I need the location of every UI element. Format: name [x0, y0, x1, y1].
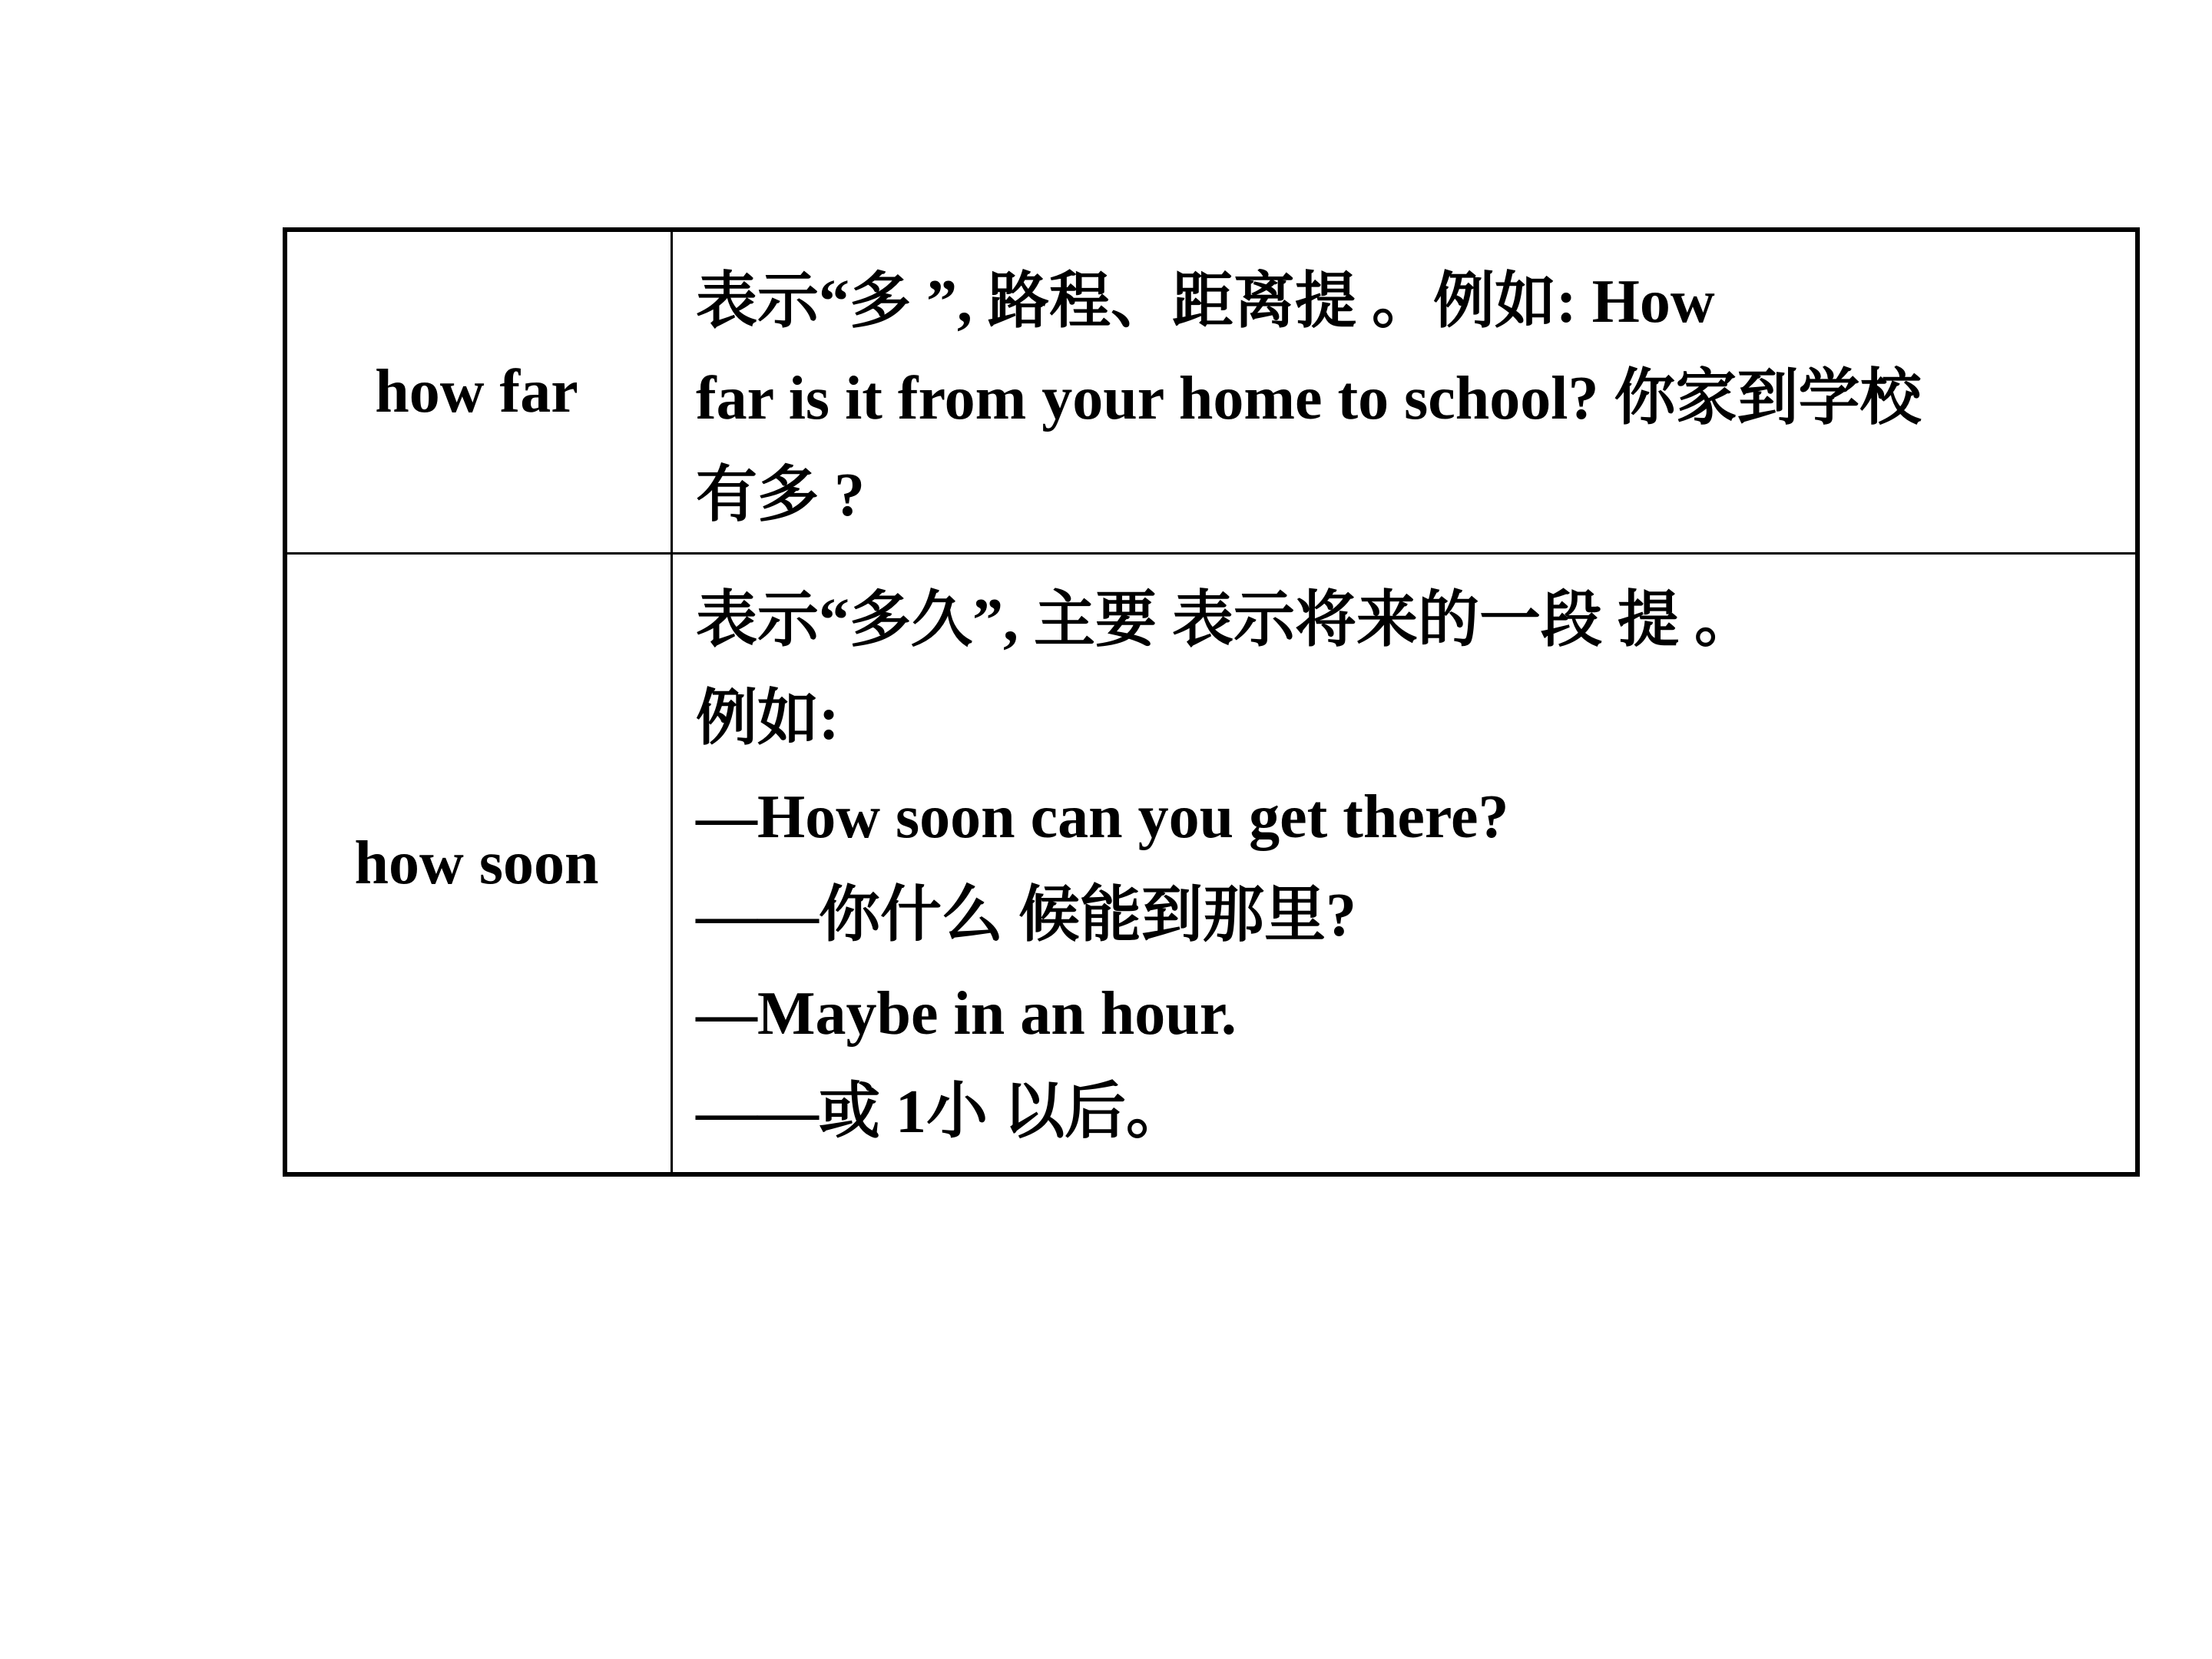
term-how-far: how far	[375, 358, 578, 426]
example-line: —How soon can you get there?	[696, 783, 1509, 851]
description-line: 表示“多 ”, 路程、距离提 。例如: How	[696, 268, 1715, 336]
example-translation-line: ——或 1小 以后。	[696, 1078, 1187, 1146]
description-cell-how-far	[673, 232, 2135, 555]
term-cell-how-soon	[287, 555, 673, 1172]
description-cell-how-soon	[673, 555, 2135, 1172]
description-line: far is it from your home to school? 你家到学校	[696, 365, 1922, 432]
description-line: 例如:	[696, 685, 839, 753]
term-how-soon: how soon	[354, 829, 599, 897]
example-line: —Maybe in an hour.	[696, 980, 1237, 1048]
vocabulary-table	[283, 227, 2140, 1177]
description-line: 有多 ?	[696, 462, 865, 529]
example-translation-line: ——你什么 候能到那里?	[696, 882, 1356, 949]
term-cell-how-far	[287, 232, 673, 555]
description-line: 表示“多久”, 主要 表示将来的一段 提 。	[696, 587, 1756, 654]
